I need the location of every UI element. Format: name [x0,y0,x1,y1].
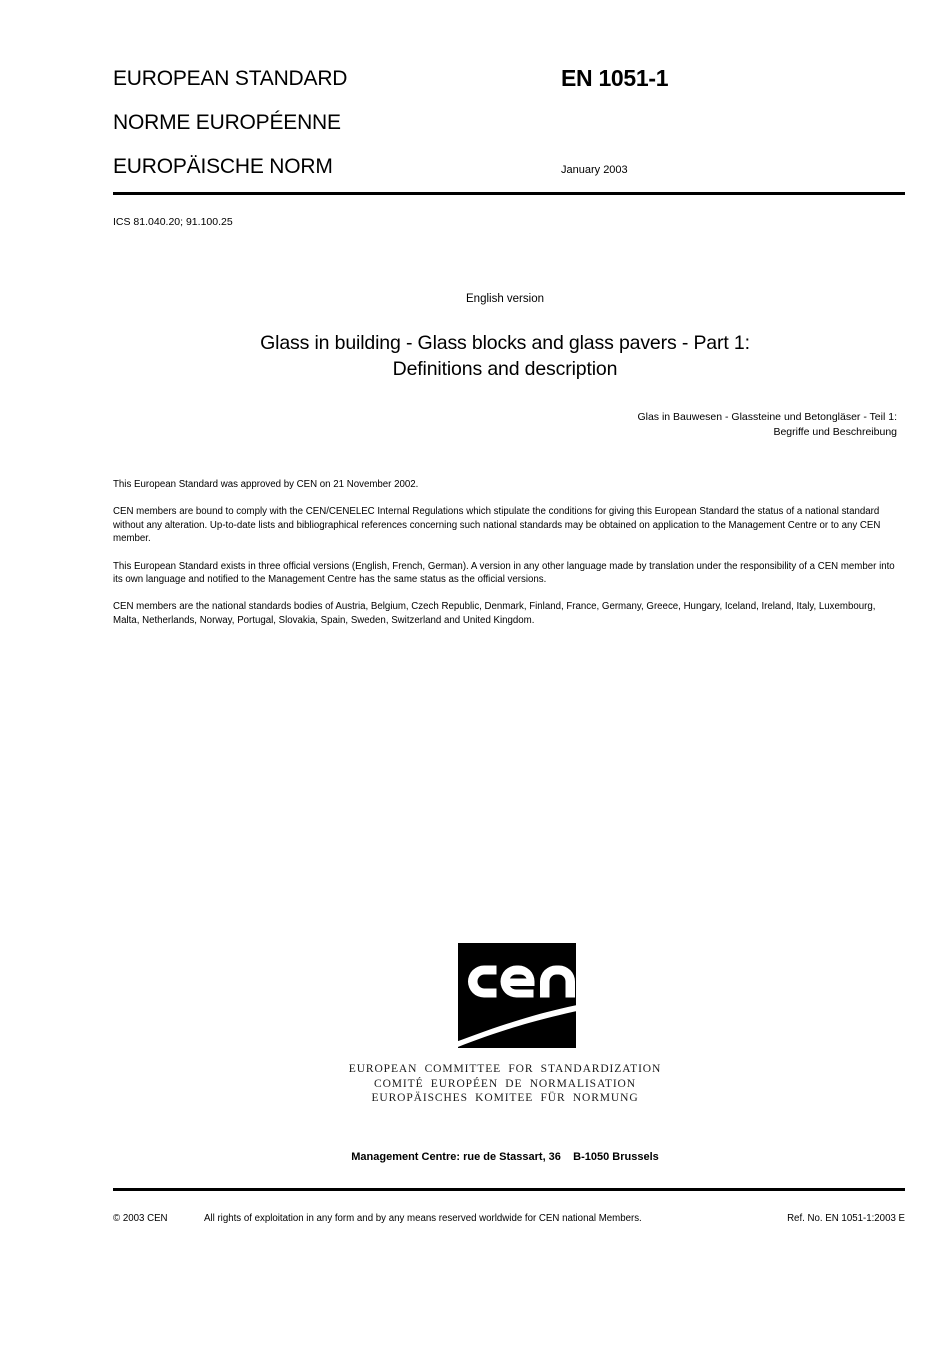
page-footer [113,1212,905,1252]
page-title [113,330,897,382]
committee-names [113,1062,897,1106]
standard-type-german: EUROPÄISCHE NORM [113,155,333,178]
german-title-line-1: Glas in Bauwesen - Glassteine und Betongläser - Teil 1: [637,411,897,423]
paragraph-members: CEN members are the national standards bodies of Austria, Belgium, Czech Republic, Denmark, Finland, France, Germany, Greece, Hungary, Iceland, Ireland, Italy, Luxembourg, Malta, Netherlands, Norway, Portugal, Slovakia, Spain, Sweden, Switzerland and United Kingdom. [113,601,876,626]
management-centre-address: Management Centre: rue de Stassart, 36 B-1050 Brussels [351,1151,659,1163]
foreword-text [113,478,897,627]
standard-number: EN 1051-1 [561,65,669,91]
paragraph-obligations: CEN members are bound to comply with the CEN/CENELEC Internal Regulations which stipulate the conditions for giving this European Standard the status of a national standard without any alteration. Up-to-date lists and bibliographical references concerning such national standards may be obtained on application to the Management Centre or to any CEN member. [113,506,881,545]
reference-number: Ref. No. EN 1051-1:2003 E [787,1213,905,1224]
german-title [337,410,897,440]
publication-date: January 2003 [561,164,628,176]
cen-logo [450,938,590,1053]
rights-statement: All rights of exploitation in any form and by any means reserved worldwide for CEN national Members. [204,1213,642,1224]
german-title-line-2: Begriffe und Beschreibung [773,426,897,438]
committee-line-english: EUROPEAN COMMITTEE FOR STANDARDIZATION [348,1063,662,1075]
standard-type-french: NORME EUROPÉENNE [113,111,341,134]
standard-type-english: EUROPEAN STANDARD [113,67,348,90]
paragraph-versions: This European Standard exists in three official versions (English, French, German). A version in any other language made by translation under the responsibility of a CEN member into its own language and notified to the Management Centre has the same status as the official versions. [113,560,895,586]
title-line-2: Definitions and description [392,358,618,380]
header-divider [113,192,905,195]
footer-divider [113,1188,905,1191]
copyright-notice: © 2003 CEN [113,1213,168,1224]
committee-line-german: EUROPÄISCHES KOMITEE FÜR NORMUNG [371,1092,639,1104]
version-label: English version [466,293,544,305]
title-line-1: Glass in building - Glass blocks and glass pavers - Part 1: [260,332,750,354]
ics-classification: ICS 81.040.20; 91.100.25 [113,216,233,228]
committee-line-french: COMITÉ EUROPÉEN DE NORMALISATION [374,1077,636,1090]
paragraph-approval: This European Standard was approved by CEN on 21 November 2002. [113,479,419,490]
